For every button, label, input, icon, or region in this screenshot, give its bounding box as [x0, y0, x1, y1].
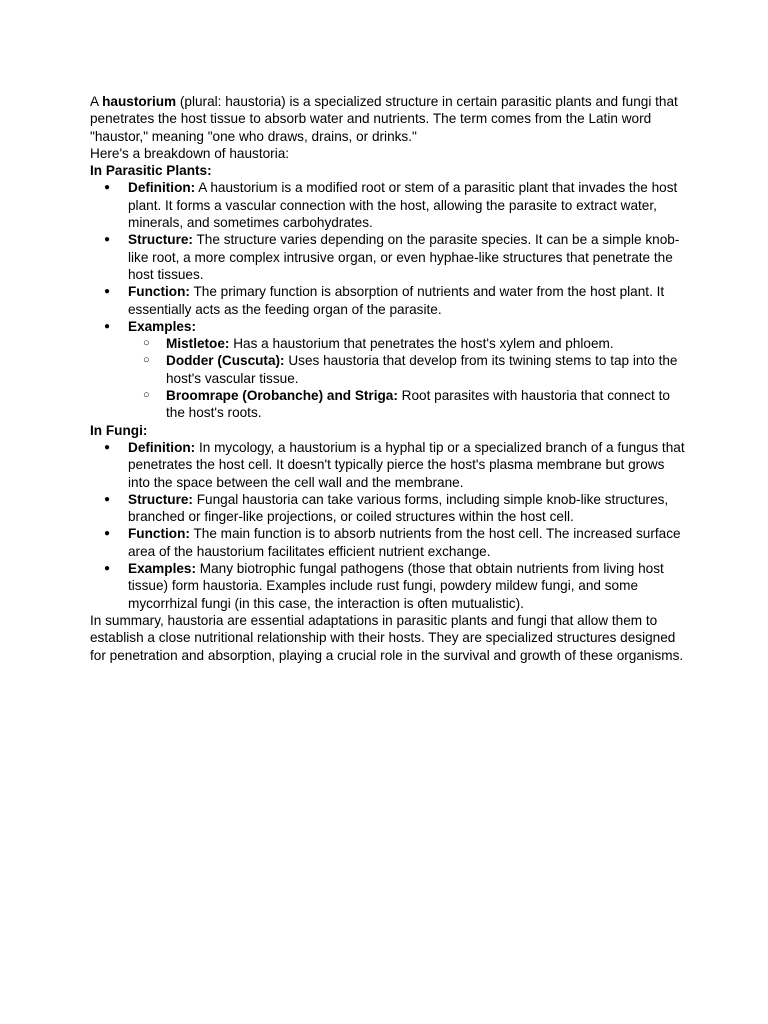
plants-structure-item — [90, 231, 690, 283]
example-mistletoe — [128, 335, 690, 352]
summary-paragraph: In summary, haustoria are essential adaptations in parasitic plants and fungi that allow them to establish a close nutritional relationship with their hosts. They are specialized structures designed for penetration and absorption, playing a crucial role in the survival and growth of these organisms. — [90, 612, 684, 663]
plants-function-item — [90, 283, 690, 318]
example-broomrape — [128, 387, 690, 422]
fungi-structure-item — [90, 491, 690, 526]
plants-definition-label: Definition: — [128, 180, 196, 196]
fungi-function-item — [90, 525, 690, 560]
plants-examples-label: Examples: — [128, 318, 197, 334]
plants-structure-text: The structure varies depending on the parasite species. It can be a simple knob-like root, a more complex intrusive organ, or even hyphae-like structures that penetrate the host tissues. — [128, 232, 680, 282]
fungi-structure-label: Structure: — [128, 491, 193, 507]
plants-structure-label: Structure: — [128, 232, 193, 248]
plants-examples-sublist — [128, 335, 690, 421]
fungi-examples-text: Many biotrophic fungal pathogens (those that obtain nutrients from living host tissue) form haustoria. Examples include rust fungi, powdery mildew fungi, and some mycorrhizal fungi (in this case, the interaction is often mutualistic). — [128, 561, 664, 611]
fungi-function-text: The main function is to absorb nutrients from the host cell. The increased surface area of the haustorium facilitates efficient nutrient exchange. — [128, 526, 681, 559]
plants-heading-text: In Parasitic Plants: — [90, 163, 212, 179]
fungi-definition-label: Definition: — [128, 439, 196, 455]
plants-function-label: Function: — [128, 284, 190, 300]
plants-examples-item — [90, 318, 690, 422]
breakdown-line: Here's a breakdown of haustoria: — [90, 145, 290, 161]
plants-function-text: The primary function is absorption of nutrients and water from the host plant. It essentially acts as the feeding organ of the parasite. — [128, 284, 665, 317]
fungi-function-label: Function: — [128, 526, 190, 542]
example-mistletoe-label: Mistletoe: — [166, 336, 230, 352]
example-dodder-text: Uses haustoria that develop from its twining stems to tap into the host's vascular tissue. — [166, 353, 678, 386]
fungi-heading-text: In Fungi: — [90, 422, 148, 438]
plants-heading — [90, 162, 690, 179]
fungi-examples-label: Examples: — [128, 561, 197, 577]
example-mistletoe-text: Has a haustorium that penetrates the host's xylem and phloem. — [229, 336, 614, 352]
plants-definition-text: A haustorium is a modified root or stem of a parasitic plant that invades the host plant. It forms a vascular connection with the host, allowing the parasite to extract water, minerals, and sometimes carbohydrates. — [128, 180, 678, 231]
intro-pre: A — [90, 94, 103, 109]
example-dodder-label: Dodder (Cuscuta): — [166, 353, 285, 369]
intro-post: (plural: haustoria) is a specialized structure in certain parasitic plants and fungi that penetrates the host tissue to absorb water and nutrients. The term comes from the Latin word "haustor," meaning "one who draws, drains, or drinks." — [90, 94, 678, 144]
fungi-structure-text: Fungal haustoria can take various forms, including simple knob-like structures, branched or finger-like projections, or coiled structures within the host cell. — [128, 491, 669, 525]
fungi-examples-item — [90, 560, 690, 612]
document-page — [90, 93, 690, 664]
term-haustorium: haustorium — [102, 94, 177, 109]
fungi-definition-text: In mycology, a haustorium is a hyphal tip or a specialized branch of a fungus that penetrates the host cell. It doesn't typically pierce the host's plasma membrane but grows into the space between the cell wall and the membrane. — [128, 439, 685, 490]
intro-paragraph — [90, 93, 690, 145]
plants-list — [90, 179, 690, 421]
example-dodder — [128, 352, 690, 387]
fungi-definition-item — [90, 439, 690, 491]
example-broomrape-label: Broomrape (Orobanche) and Striga: — [166, 388, 398, 404]
example-broomrape-text: Root parasites with haustoria that connect to the host's roots. — [166, 388, 670, 421]
fungi-heading — [90, 422, 690, 439]
fungi-list — [90, 439, 690, 612]
plants-definition-item — [90, 179, 690, 231]
